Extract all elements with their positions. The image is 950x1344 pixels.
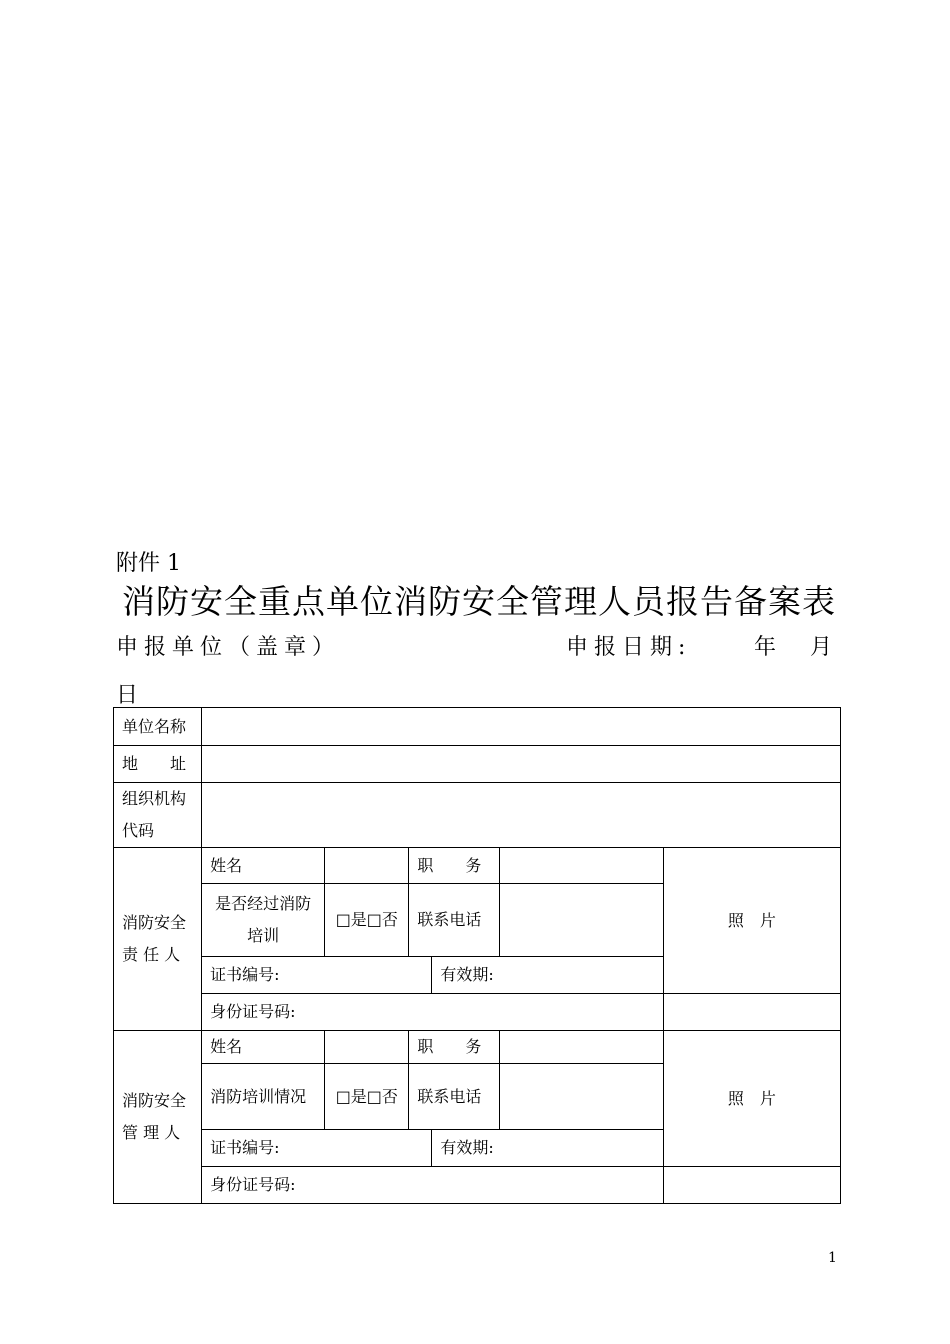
responsible-photo-box: 照 片 [663, 848, 840, 994]
responsible-phone-label: 联系电话 [409, 884, 500, 957]
page-number: 1 [828, 1250, 837, 1266]
manager-person-label: 消防安全管 理 人 [114, 1031, 202, 1204]
org-code-field[interactable] [202, 783, 841, 848]
responsible-id-extra [663, 994, 840, 1031]
manager-id-number[interactable]: 身份证号码: [202, 1167, 664, 1204]
manager-id-extra [663, 1167, 840, 1204]
manager-photo-box: 照 片 [663, 1031, 840, 1167]
responsible-id-number[interactable]: 身份证号码: [202, 994, 664, 1031]
table-row [114, 994, 841, 1031]
unit-name-field[interactable] [202, 708, 841, 746]
manager-name-field[interactable] [325, 1031, 409, 1064]
manager-position-label: 职 务 [409, 1031, 500, 1064]
manager-name-label: 姓名 [202, 1031, 325, 1064]
table-row [114, 746, 841, 783]
responsible-cert-number[interactable]: 证书编号: [202, 957, 432, 994]
table-row [114, 783, 841, 848]
report-unit-label: 申报单位（盖章） [116, 635, 341, 660]
responsible-name-field[interactable] [325, 848, 409, 884]
manager-cert-number[interactable]: 证书编号: [202, 1130, 432, 1167]
manager-phone-label: 联系电话 [409, 1064, 500, 1130]
table-row [114, 1167, 841, 1204]
responsible-person-label: 消防安全责 任 人 [114, 848, 202, 1031]
attachment-label: 附件 1 [116, 551, 181, 576]
responsible-position-field[interactable] [500, 848, 663, 884]
responsible-position-label: 职 务 [409, 848, 500, 884]
manager-trained-checkbox[interactable]: □是□否 [325, 1064, 409, 1130]
document-title: 消防安全重点单位消防安全管理人员报告备案表 [122, 582, 836, 621]
manager-position-field[interactable] [500, 1031, 663, 1064]
year-label: 年 [754, 635, 783, 660]
responsible-trained-label: 是否经过消防培训 [202, 884, 325, 957]
responsible-trained-checkbox[interactable]: □是□否 [325, 884, 409, 957]
month-label: 月 [810, 635, 839, 660]
manager-trained-label: 消防培训情况 [202, 1064, 325, 1130]
address-field[interactable] [202, 746, 841, 783]
responsible-phone-field[interactable] [500, 884, 663, 957]
address-label: 地 址 [114, 746, 202, 783]
report-date-label: 申报日期: [566, 635, 692, 660]
table-row [114, 1031, 841, 1064]
registration-form-table [113, 707, 841, 1204]
responsible-valid-period[interactable]: 有效期: [432, 957, 663, 994]
responsible-name-label: 姓名 [202, 848, 325, 884]
manager-phone-field[interactable] [500, 1064, 663, 1130]
manager-valid-period[interactable]: 有效期: [432, 1130, 663, 1167]
table-row [114, 708, 841, 746]
org-code-label: 组织机构代码 [114, 783, 202, 848]
table-row [114, 848, 841, 884]
day-label: 日 [116, 683, 139, 708]
unit-name-label: 单位名称 [114, 708, 202, 746]
